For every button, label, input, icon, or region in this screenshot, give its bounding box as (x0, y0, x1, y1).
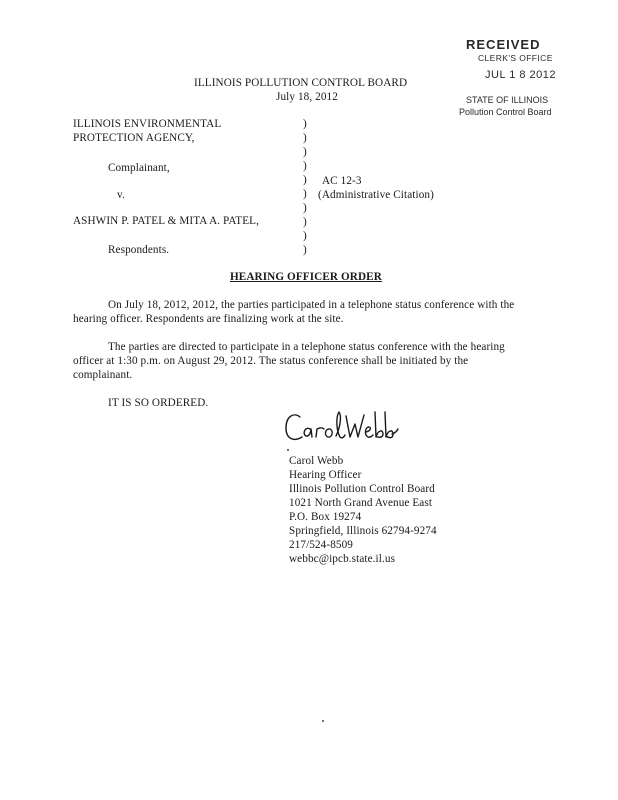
signatory-name: Carol Webb (289, 455, 344, 467)
caption-paren: ) (303, 230, 307, 242)
stamp-date: JUL 1 8 2012 (485, 69, 557, 81)
stamp-clerks-office: CLERK'S OFFICE (478, 53, 553, 63)
caption-paren: ) (303, 174, 307, 186)
signatory-organization: Illinois Pollution Control Board (289, 483, 435, 495)
caption-paren: ) (303, 216, 307, 228)
paragraph-2-line-2: officer at 1:30 p.m. on August 29, 2012. The status conference shall be initiated by the (73, 355, 469, 367)
paragraph-1-line-1: On July 18, 2012, 2012, the parties participated in a telephone status conference with the (108, 299, 515, 311)
caption-paren: ) (303, 160, 307, 172)
caption-paren: ) (303, 146, 307, 158)
paragraph-2-line-3: complainant. (73, 369, 133, 381)
order-title: HEARING OFFICER ORDER (230, 271, 382, 283)
signatory-phone: 217/524-8509 (289, 539, 353, 551)
case-type: (Administrative Citation) (318, 189, 434, 201)
stamp-board: Pollution Control Board (459, 107, 552, 117)
complainant-role: Complainant, (108, 162, 170, 174)
respondents-names: ASHWIN P. PATEL & MITA A. PATEL, (73, 215, 259, 227)
case-number: AC 12-3 (322, 175, 362, 187)
closing-statement: IT IS SO ORDERED. (108, 397, 209, 409)
caption-paren: ) (303, 202, 307, 214)
board-name: ILLINOIS POLLUTION CONTROL BOARD (194, 77, 408, 89)
versus: v. (117, 189, 125, 201)
order-date: July 18, 2012 (276, 91, 338, 103)
scan-speck (322, 720, 324, 722)
address-pobox: P.O. Box 19274 (289, 511, 362, 523)
caption-paren: ) (303, 132, 307, 144)
caption-paren: ) (303, 188, 307, 200)
stamp-received: RECEIVED (466, 37, 541, 52)
respondents-role: Respondents. (108, 244, 170, 256)
paragraph-1-line-2: hearing officer. Respondents are finalizing work at the site. (73, 313, 344, 325)
caption-paren: ) (303, 244, 307, 256)
caption-paren: ) (303, 118, 307, 130)
scan-speck (287, 449, 289, 451)
handwritten-signature (282, 404, 402, 450)
paragraph-2-line-1: The parties are directed to participate in a telephone status conference with the hearing (108, 341, 505, 353)
complainant-name-line1: ILLINOIS ENVIRONMENTAL (73, 118, 222, 130)
address-city: Springfield, Illinois 62794-9274 (289, 525, 437, 537)
address-street: 1021 North Grand Avenue East (289, 497, 433, 509)
stamp-state: STATE OF ILLINOIS (466, 95, 549, 105)
complainant-name-line2: PROTECTION AGENCY, (73, 132, 195, 144)
signatory-email: webbc@ipcb.state.il.us (289, 553, 396, 565)
signatory-title: Hearing Officer (289, 469, 362, 481)
